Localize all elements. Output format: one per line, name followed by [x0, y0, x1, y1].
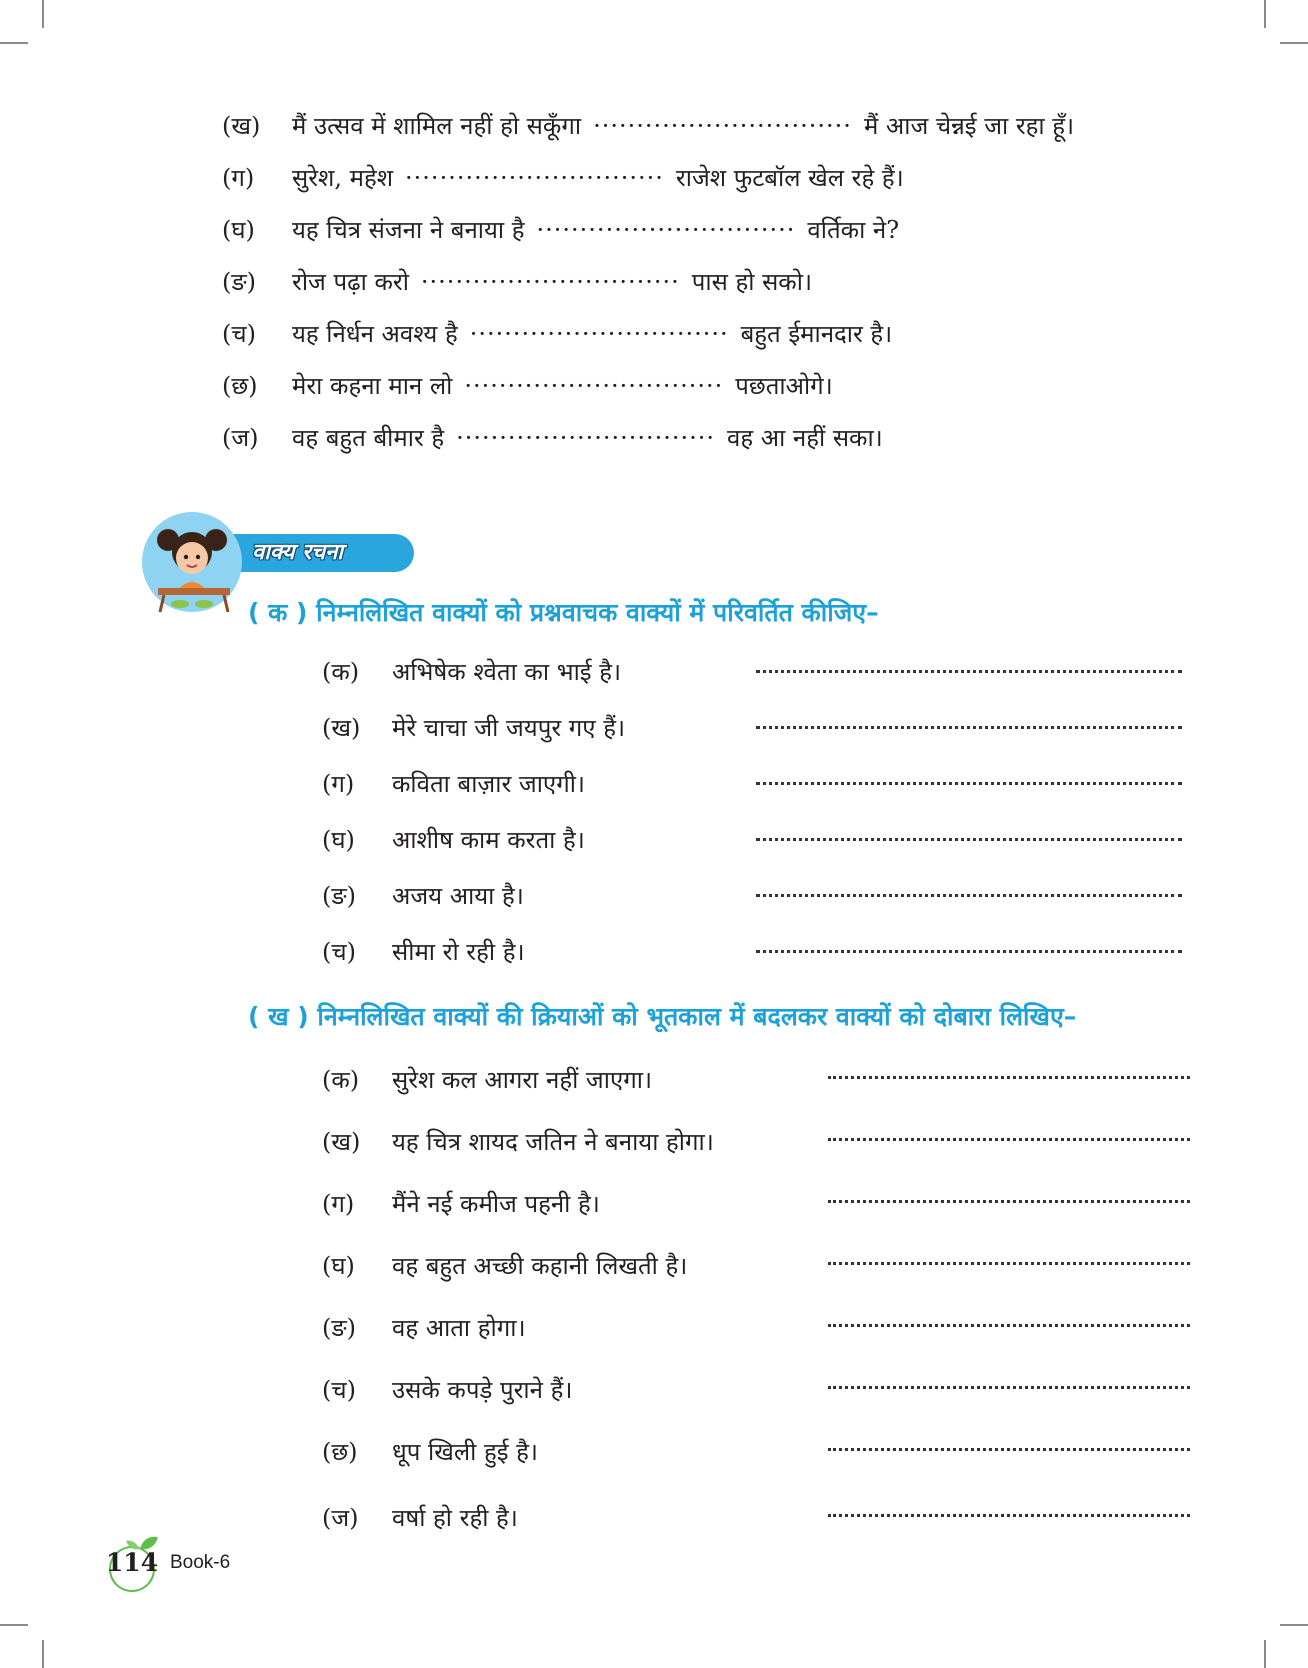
list-item — [322, 1126, 714, 1158]
item-label: (च) — [222, 320, 256, 348]
exercise-row — [222, 214, 899, 246]
sentence-part: वर्तिका ने? — [807, 216, 900, 244]
item-label: (ङ) — [322, 882, 357, 910]
sentence-part: मैं उत्सव में शामिल नहीं हो सकूँगा — [292, 112, 582, 140]
answer-line[interactable] — [828, 1138, 1190, 1141]
item-text: सीमा रो रही है। — [392, 938, 525, 966]
list-item — [322, 768, 585, 800]
list-item — [322, 656, 621, 688]
page-number: 114 — [105, 1548, 159, 1577]
item-label: (छ) — [222, 372, 258, 400]
item-label: (घ) — [222, 216, 255, 244]
item-text: धूप खिली हुई है। — [392, 1438, 538, 1466]
item-label: (ङ) — [322, 1314, 357, 1342]
answer-line[interactable] — [756, 894, 1182, 897]
item-text: कविता बाज़ार जाएगी। — [392, 770, 586, 798]
exercise-row — [222, 162, 904, 194]
exercise-row — [222, 318, 892, 350]
item-label: (च) — [322, 1376, 356, 1404]
answer-line[interactable] — [828, 1386, 1190, 1389]
item-text: अभिषेक श्वेता का भाई है। — [392, 658, 622, 686]
sentence-part: यह निर्धन अवश्य है — [292, 320, 458, 348]
list-item — [322, 824, 585, 856]
item-text: सुरेश कल आगरा नहीं जाएगा। — [392, 1066, 653, 1094]
list-item — [322, 712, 625, 744]
list-item — [322, 880, 524, 912]
list-item — [322, 1436, 538, 1468]
list-item — [322, 1502, 518, 1534]
crop-mark — [1280, 1624, 1308, 1626]
sentence-part: रोज पढ़ा करो — [292, 268, 409, 296]
list-item — [322, 1250, 687, 1282]
item-label: (क) — [322, 658, 360, 686]
answer-line[interactable] — [828, 1324, 1190, 1327]
book-label: Book-6 — [170, 1552, 231, 1573]
exercise-row — [222, 266, 812, 298]
answer-line[interactable] — [828, 1262, 1190, 1265]
item-text: मैंने नई कमीज पहनी है। — [392, 1190, 600, 1218]
question-b-heading: ( ख ) निम्नलिखित वाक्यों की क्रियाओं को भूतकाल में बदलकर वाक्यों को दोबारा लिखिए– — [248, 1002, 1077, 1031]
answer-line[interactable] — [756, 950, 1182, 953]
answer-blank[interactable]: ······························ — [456, 424, 716, 452]
answer-line[interactable] — [828, 1200, 1190, 1203]
exercise-row — [222, 370, 833, 402]
item-text: मेरे चाचा जी जयपुर गए हैं। — [392, 714, 626, 742]
crop-mark — [0, 42, 28, 44]
crop-mark — [0, 1624, 28, 1626]
item-text: उसके कपड़े पुराने हैं। — [392, 1376, 573, 1404]
answer-line[interactable] — [756, 782, 1182, 785]
item-text: आशीष काम करता है। — [392, 826, 585, 854]
item-text: यह चित्र शायद जतिन ने बनाया होगा। — [392, 1128, 714, 1156]
sentence-part: राजेश फुटबॉल खेल रहे हैं। — [675, 164, 904, 192]
sentence-part: मैं आज चेन्नई जा रहा हूँ। — [863, 112, 1075, 140]
answer-line[interactable] — [828, 1448, 1190, 1451]
item-label: (ङ) — [222, 268, 257, 296]
crop-mark — [42, 1640, 44, 1668]
answer-blank[interactable]: ······························ — [469, 320, 729, 348]
item-text: वर्षा हो रही है। — [392, 1504, 518, 1532]
sentence-part: सुरेश, महेश — [292, 164, 394, 192]
item-label: (ज) — [222, 424, 259, 452]
section-banner: वाक्य रचना — [232, 534, 414, 572]
girl-mascot-icon — [140, 510, 252, 614]
sentence-part: पछताओगे। — [735, 372, 833, 400]
item-label: (ग) — [322, 1190, 355, 1218]
item-label: (ख) — [222, 112, 261, 140]
sentence-part: वह बहुत बीमार है — [292, 424, 445, 452]
answer-line[interactable] — [828, 1076, 1190, 1079]
item-label: (ग) — [322, 770, 355, 798]
answer-line[interactable] — [756, 838, 1182, 841]
answer-blank[interactable]: ······························ — [593, 112, 852, 140]
answer-line[interactable] — [756, 670, 1182, 673]
crop-mark — [1264, 0, 1266, 28]
answer-line[interactable] — [828, 1514, 1190, 1517]
sentence-part: पास हो सको। — [691, 268, 813, 296]
list-item — [322, 936, 525, 968]
item-label: (छ) — [322, 1438, 358, 1466]
answer-blank[interactable]: ······························ — [464, 372, 724, 400]
item-text: वह आता होगा। — [392, 1314, 526, 1342]
item-label: (घ) — [322, 826, 355, 854]
item-label: (च) — [322, 938, 356, 966]
sentence-part: बहुत ईमानदार है। — [740, 320, 893, 348]
answer-blank[interactable]: ······························ — [420, 268, 680, 296]
crop-mark — [42, 0, 44, 28]
sentence-part: मेरा कहना मान लो — [292, 372, 453, 400]
answer-line[interactable] — [756, 726, 1182, 729]
item-text: वह बहुत अच्छी कहानी लिखती है। — [392, 1252, 688, 1280]
list-item — [322, 1064, 652, 1096]
crop-mark — [1280, 42, 1308, 44]
list-item — [322, 1374, 572, 1406]
list-item — [322, 1188, 600, 1220]
sentence-part: वह आ नहीं सका। — [727, 424, 883, 452]
sentence-part: यह चित्र संजना ने बनाया है — [292, 216, 525, 244]
answer-blank[interactable]: ······························ — [405, 164, 664, 192]
crop-mark — [1264, 1640, 1266, 1668]
question-a-heading: ( क ) निम्नलिखित वाक्यों को प्रश्नवाचक वाक्यों में परिवर्तित कीजिए– — [248, 598, 879, 627]
item-label: (ग) — [222, 164, 255, 192]
item-label: (घ) — [322, 1252, 355, 1280]
list-item — [322, 1312, 526, 1344]
item-label: (ज) — [322, 1504, 359, 1532]
item-text: अजय आया है। — [392, 882, 524, 910]
answer-blank[interactable]: ······························ — [536, 216, 796, 244]
item-label: (क) — [322, 1066, 360, 1094]
exercise-row — [222, 422, 883, 454]
exercise-row — [222, 110, 1074, 142]
item-label: (ख) — [322, 714, 361, 742]
item-label: (ख) — [322, 1128, 361, 1156]
